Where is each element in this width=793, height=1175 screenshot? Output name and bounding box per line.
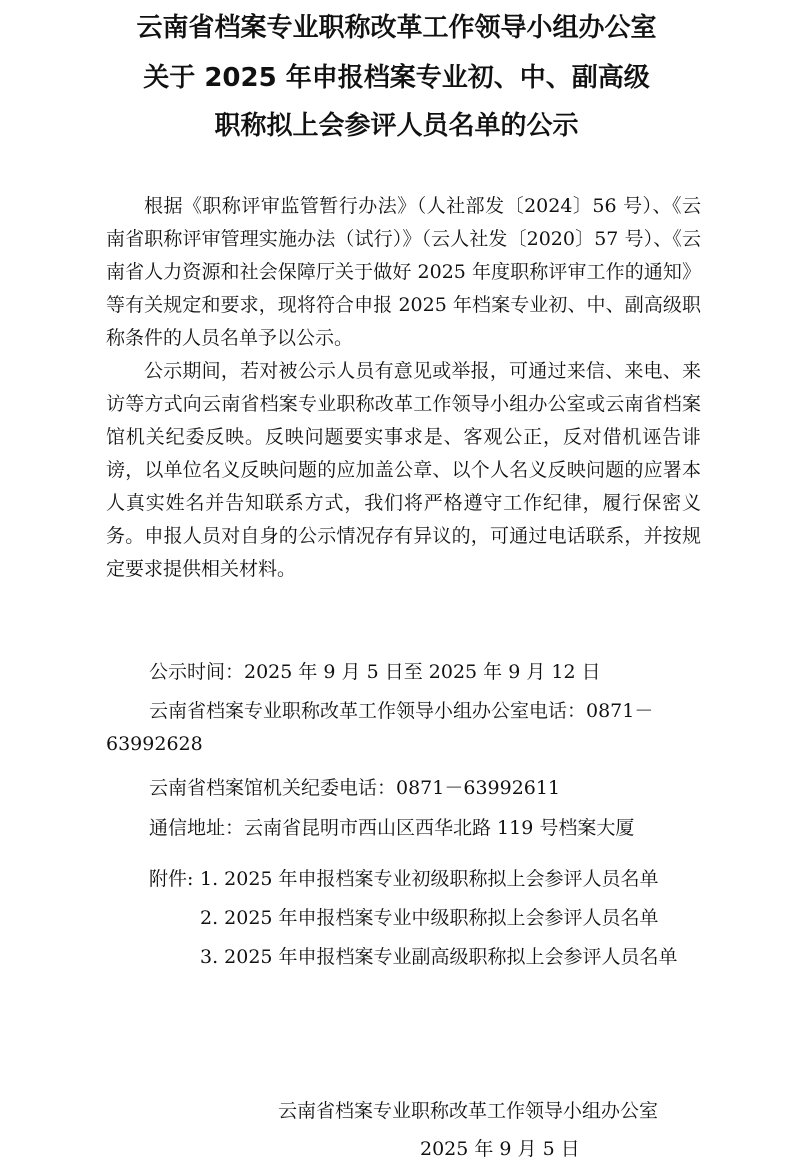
paragraph-legal-basis: 根据《职称评审监管暂行办法》（人社部发〔2024〕56 号）、《云南省职称评审管理实施办法（试行）》（云人社发〔2020〕57 号）、《云南省人力资源和社会保障厅关于做好 2025 年度职称评审工作的通知》等有关规定和要求，现将符合申报 2025 年档案专业初、中、副高级职称条件的人员名单予以公示。: [106, 195, 701, 349]
notice-body: [106, 190, 701, 586]
title-line-3: 职称拟上会参评人员名单的公示: [214, 111, 579, 141]
title-line-1: 云南省档案专业职称改革工作领导小组办公室: [136, 13, 657, 43]
office-phone-line-2: 63992628: [106, 733, 203, 755]
office-phone: [106, 695, 701, 761]
attachment-item-2: 2. 2025 年申报档案专业中级职称拟上会参评人员名单: [200, 907, 659, 929]
signature-organization: 云南省档案专业职称改革工作领导小组办公室: [278, 1100, 659, 1122]
signature-date: 2025 年 9 月 5 日: [420, 1138, 580, 1160]
attachment-item-1: 1. 2025 年申报档案专业初级职称拟上会参评人员名单: [200, 868, 659, 890]
title-line-2: 关于 2025 年申报档案专业初、中、副高级: [143, 63, 650, 93]
publication-period: 公示时间：2025 年 9 月 5 日至 2025 年 9 月 12 日: [149, 661, 601, 683]
attachments-label: 附件:: [149, 868, 194, 890]
mailing-address: 通信地址：云南省昆明市西山区西华北路 119 号档案大厦: [149, 817, 635, 839]
discipline-phone: 云南省档案馆机关纪委电话：0871－63992611: [149, 777, 561, 799]
office-phone-line-1: 云南省档案专业职称改革工作领导小组办公室电话：0871－: [149, 700, 654, 722]
attachment-item-3: 3. 2025 年申报档案专业副高级职称拟上会参评人员名单: [200, 946, 678, 968]
paragraph-reporting: 公示期间，若对被公示人员有意见或举报，可通过来信、来电、来访等方式向云南省档案专业职称改革工作领导小组办公室或云南省档案馆机关纪委反映。反映问题要实事求是、客观公正，反对借机诬告诽谤，以单位名义反映问题的应加盖公章、以个人名义反映问题的应署本人真实姓名并告知联系方式，我们将严格遵守工作纪律，履行保密义务。申报人员对自身的公示情况存有异议的，可通过电话联系，并按规定要求提供相关材料。: [106, 360, 701, 580]
